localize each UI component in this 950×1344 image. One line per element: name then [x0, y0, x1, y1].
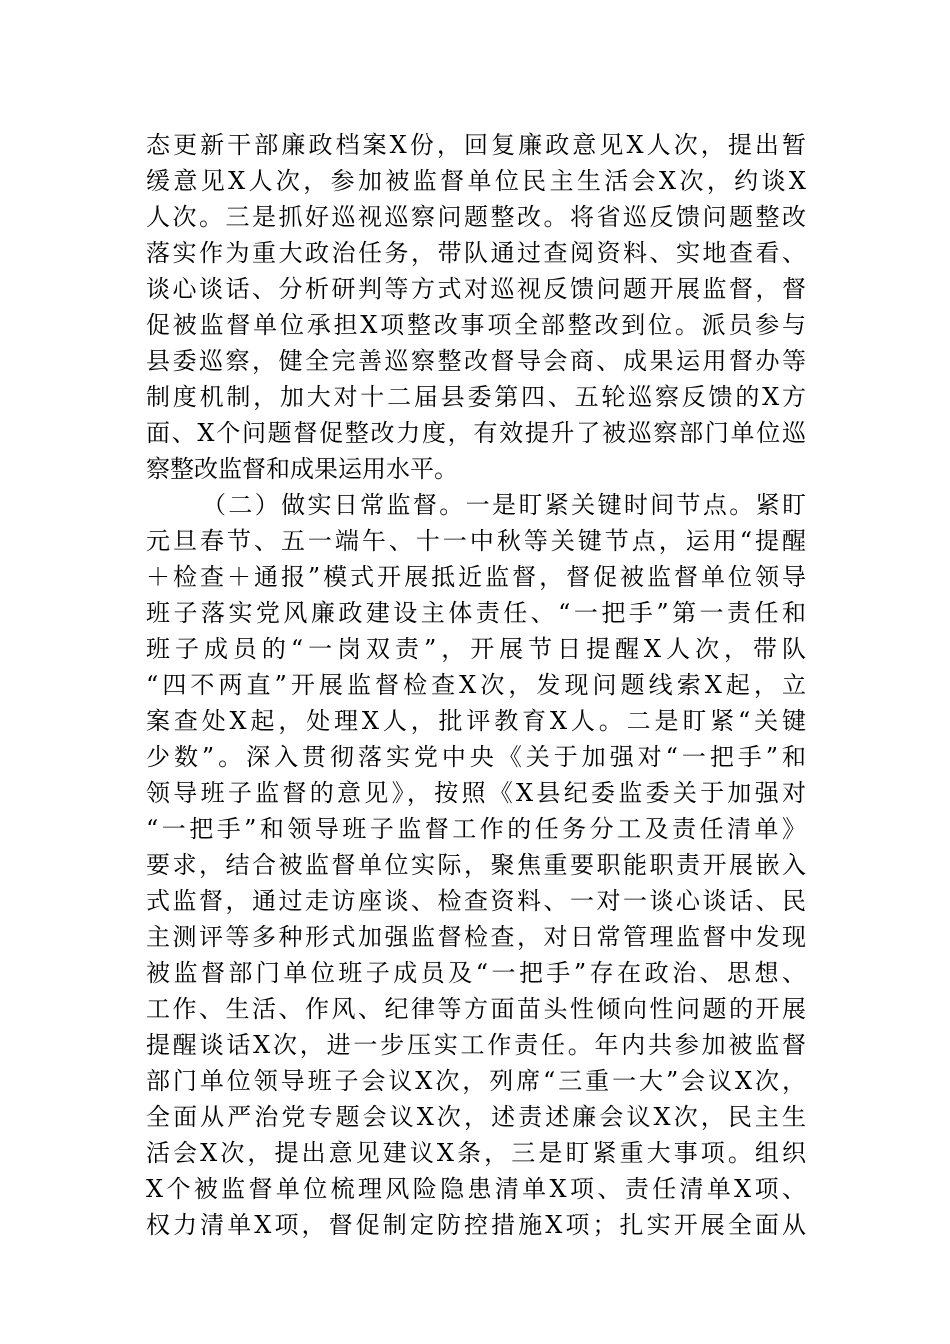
- text-line: 人次。三是抓好巡视巡察问题整改。将省巡反馈问题整改: [146, 203, 806, 231]
- text-line: 提醒谈话X次，进一步压实工作责任。年内共参加被监督: [146, 1031, 806, 1059]
- text-line: 缓意见X人次，参加被监督单位民主生活会X次，约谈X: [146, 167, 806, 195]
- text-line: 全面从严治党专题会议X次，述责述廉会议X次，民主生: [146, 1103, 806, 1131]
- text-line: 部门单位领导班子会议X次，列席“三重一大”会议X次，: [146, 1067, 806, 1095]
- section-heading-line: （二）做实日常监督。一是盯紧关键时间节点。紧盯: [202, 491, 806, 519]
- text-line: 面、X个问题督促整改力度，有效提升了被巡察部门单位巡: [146, 419, 806, 447]
- text-line: 态更新干部廉政档案X份，回复廉政意见X人次，提出暂: [146, 131, 806, 159]
- text-line: X个被监督单位梳理风险隐患清单X项、责任清单X项、: [146, 1175, 806, 1203]
- text-line: 案查处X起，处理X人，批评教育X人。二是盯紧“关键: [146, 707, 806, 735]
- text-line: 工作、生活、作风、纪律等方面苗头性倾向性问题的开展: [146, 995, 806, 1023]
- text-line: 要求，结合被监督单位实际，聚焦重要职能职责开展嵌入: [146, 851, 806, 879]
- text-line: 主测评等多种形式加强监督检查，对日常管理监督中发现: [146, 923, 806, 951]
- text-line: 活会X次，提出意见建议X条，三是盯紧重大事项。组织: [146, 1139, 806, 1167]
- text-line: 落实作为重大政治任务，带队通过查阅资料、实地查看、: [146, 239, 806, 267]
- text-line: 权力清单X项，督促制定防控措施X项；扎实开展全面从: [146, 1211, 806, 1239]
- text-line: 领导班子监督的意见》，按照《X县纪委监委关于加强对: [146, 779, 806, 807]
- text-line: ＋检查＋通报”模式开展抵近监督，督促被监督单位领导: [146, 563, 806, 591]
- text-line: 班子成员的“一岗双责”，开展节日提醒X人次，带队: [146, 635, 806, 663]
- paragraph-2: [146, 487, 806, 1243]
- text-line: “一把手”和领导班子监督工作的任务分工及责任清单》: [146, 815, 806, 843]
- text-line: 班子落实党风廉政建设主体责任、“一把手”第一责任和: [146, 599, 806, 627]
- text-line: 县委巡察，健全完善巡察整改督导会商、成果运用督办等: [146, 347, 806, 375]
- text-line: 少数”。深入贯彻落实党中央《关于加强对“一把手”和: [146, 743, 806, 771]
- text-line: 察整改监督和成果运用水平。: [146, 455, 458, 483]
- text-line: 谈心谈话、分析研判等方式对巡视反馈问题开展监督，督: [146, 275, 806, 303]
- text-line: 被监督部门单位班子成员及“一把手”存在政治、思想、: [146, 959, 806, 987]
- text-line: 制度机制，加大对十二届县委第四、五轮巡察反馈的X方: [146, 383, 806, 411]
- text-line: “四不两直”开展监督检查X次，发现问题线索X起，立: [146, 671, 806, 699]
- text-line: 式监督，通过走访座谈、检查资料、一对一谈心谈话、民: [146, 887, 806, 915]
- text-line: 促被监督单位承担X项整改事项全部整改到位。派员参与: [146, 311, 806, 339]
- document-body: [146, 127, 806, 1243]
- paragraph-1: [146, 127, 806, 487]
- text-line: 元旦春节、五一端午、十一中秋等关键节点，运用“提醒: [146, 527, 806, 555]
